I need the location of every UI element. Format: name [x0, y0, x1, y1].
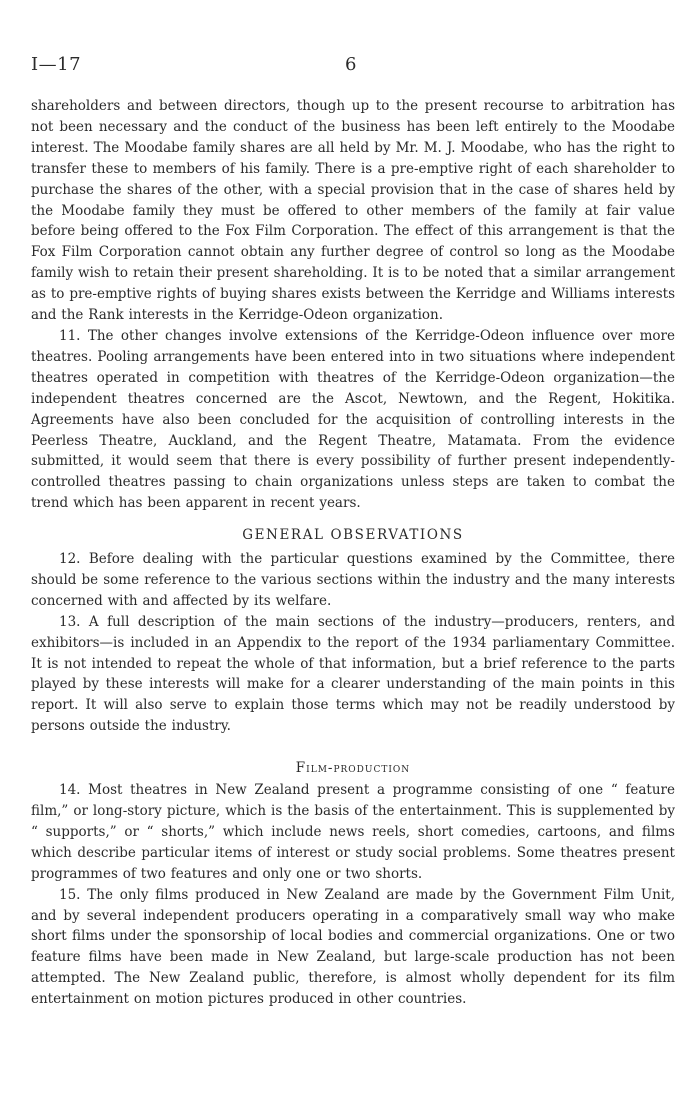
- page-number: 6: [345, 54, 357, 75]
- page-reference: I—17: [31, 54, 82, 75]
- section-heading-film-production: Film-production: [295, 760, 411, 777]
- paragraph-11: 11. The other changes involve extensions of the Kerridge-Odeon influence over more theatres. Pooling arrangements have been entered into in two situations where independent theatres operated in competition with theatres of the Kerridge-Odeon organization—the independent theatres concerned are the Ascot, Newtown, and the Regent, Hokitika. Agreements have also been concluded for the acquisition of controlling interests in the Peerless Theatre, Auckland, and the Regent Theatre, Matamata. From the evidence submitted, it would seem that there is every possibility of further present independently-controlled theatres passing to chain organizations unless steps are taken to combat the trend which has been apparent in recent years.: [31, 327, 675, 512]
- body-text: [31, 96, 675, 1010]
- paragraph-15: 15. The only films produced in New Zealand are made by the Government Film Unit, and by several independent producers operating in a comparatively small way who make short films under the sponsorship of local bodies and commercial organizations. One or two feature films have been made in New Zealand, but large-scale production has not been attempted. The New Zealand public, therefore, is almost wholly dependent for its film entertainment on motion pictures produced in other countries.: [31, 886, 675, 1008]
- paragraph-13: 13. A full description of the main sections of the industry—producers, renters, and exhibitors—is included in an Appendix to the report of the 1934 parliamentary Committee. It is not intended to repeat the whole of that information, but a brief reference to the parts played by these interests will make for a clearer understanding of the main points in this report. It will also serve to explain those terms which may not be readily understood by persons outside the industry.: [31, 613, 675, 735]
- page-header: [0, 54, 700, 78]
- paragraph-12: 12. Before dealing with the particular questions examined by the Committee, there should be some reference to the various sections within the industry and the many interests concerned with and affected by its welfare.: [31, 551, 675, 609]
- section-heading-general-observations: GENERAL OBSERVATIONS: [242, 527, 464, 544]
- paragraph-10-continued: shareholders and between directors, though up to the present recourse to arbitration has not been necessary and the conduct of the business has been left entirely to the Moodabe interest. The Moodabe family shares are all held by Mr. M. J. Moodabe, who has the right to transfer these to members of his family. There is a pre-emptive right of each shareholder to purchase the shares of the other, with a special provision that in the case of shares held by the Moodabe family they must be offered to other members of the family at fair value before being offered to the Fox Film Corporation. The effect of this arrangement is that the Fox Film Corporation cannot obtain any further degree of control so long as the Moodabe family wish to retain their present shareholding. It is to be noted that a similar arrangement as to pre-emptive rights of buying shares exists between the Kerridge and Williams interests and the Rank interests in the Kerridge-Odeon organization.: [31, 98, 675, 324]
- paragraph-14: 14. Most theatres in New Zealand present a programme consisting of one “ feature film,” or long-story picture, which is the basis of the entertainment. This is supplemented by “ supports,” or “ shorts,” which include news reels, short comedies, cartoons, and films which describe particular items of interest or study social problems. Some theatres present programmes of two features and only one or two shorts.: [31, 782, 675, 882]
